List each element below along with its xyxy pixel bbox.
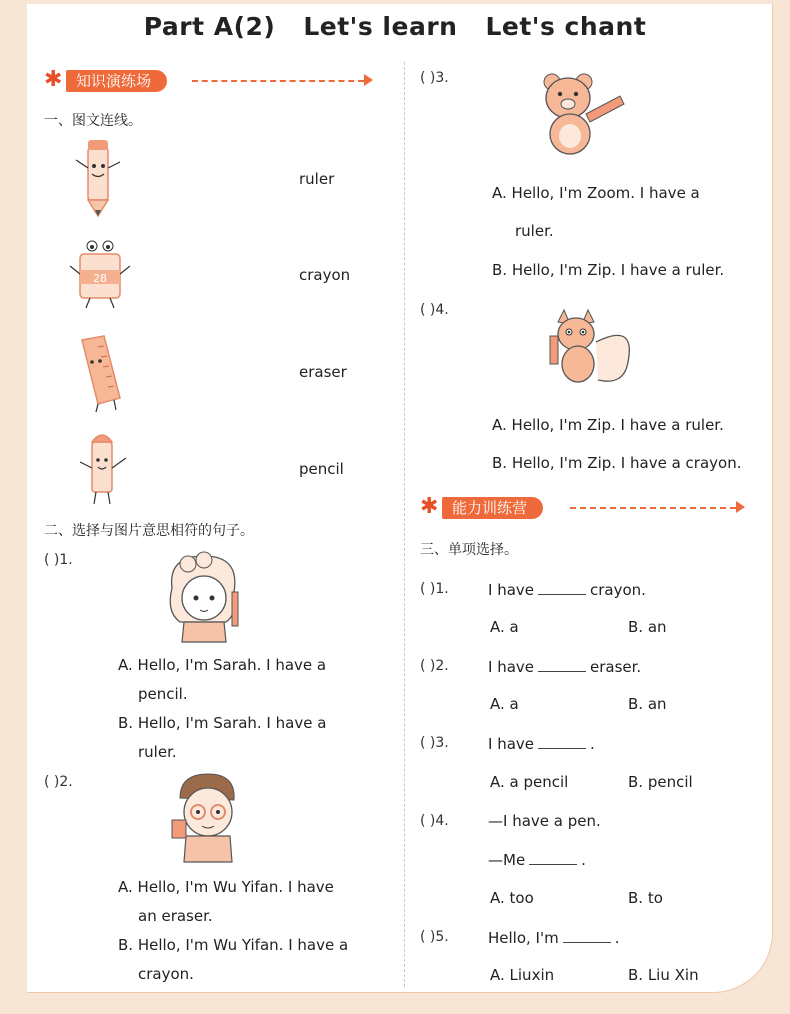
fill-blank[interactable]: [538, 657, 586, 672]
match-word-ruler: ruler: [299, 170, 335, 188]
arrow-right-icon: [736, 501, 745, 513]
svg-text:28: 28: [93, 272, 107, 285]
match-word-pencil: pencil: [299, 460, 344, 478]
girl-sarah-icon: [160, 552, 250, 644]
answer-blank-q3-4[interactable]: ( )4.: [420, 813, 449, 829]
q3-4-reply: —Me .: [488, 851, 586, 869]
fill-blank[interactable]: [538, 734, 586, 749]
q2-3-option-b: B. Hello, I'm Zip. I have a ruler.: [492, 261, 725, 279]
q3-2-option-b: B. an: [628, 695, 667, 713]
fill-blank[interactable]: [538, 580, 586, 595]
q3-5-sentence: Hello, I'm .: [488, 929, 620, 947]
section-logo-icon: ✱: [44, 67, 63, 92]
squirrel-zip-icon: [544, 302, 634, 390]
q3-3-option-a: A. a pencil: [490, 773, 569, 791]
q2-2-option-a: A. Hello, I'm Wu Yifan. I have: [118, 878, 334, 896]
q2-1-option-a: A. Hello, I'm Sarah. I have a: [118, 656, 327, 674]
q3-4-option-a: A. too: [490, 889, 534, 907]
q3-1-option-a: A. a: [490, 618, 519, 636]
eraser-character-icon: [66, 236, 136, 312]
q3-2-sentence: I have eraser.: [488, 658, 642, 676]
q3-5-option-a: A. Liuxin: [490, 966, 555, 984]
q3-4-sentence: —I have a pen.: [488, 812, 601, 830]
q2-4-option-b: B. Hello, I'm Zip. I have a crayon.: [492, 454, 742, 472]
boy-wu-yifan-icon: [164, 772, 248, 864]
answer-blank-q2-4[interactable]: ( )4.: [420, 302, 449, 318]
q2-2-option-b: B. Hello, I'm Wu Yifan. I have a: [118, 936, 349, 954]
q2-heading: 二、选择与图片意思相符的句子。: [44, 523, 254, 539]
q3-5-option-b: B. Liu Xin: [628, 966, 699, 984]
bear-zoom-icon: [538, 68, 628, 160]
match-word-crayon: crayon: [299, 266, 351, 284]
q2-3-option-a: A. Hello, I'm Zoom. I have a: [492, 184, 700, 202]
answer-blank-q3-2[interactable]: ( )2.: [420, 658, 449, 674]
column-divider: [404, 62, 405, 987]
crayon-character-icon: [74, 430, 134, 510]
match-word-eraser: eraser: [299, 363, 347, 381]
q2-4-option-a: A. Hello, I'm Zip. I have a ruler.: [492, 416, 724, 434]
page-title: Part A(2) Let's learn Let's chant: [143, 12, 647, 41]
ruler-character-icon: [74, 334, 134, 414]
arrow-right-icon: [364, 74, 373, 86]
section-header-practice: ✱ 知识演练场: [44, 67, 374, 93]
pencil-character-icon: [64, 138, 134, 218]
q1-heading: 一、图文连线。: [44, 113, 142, 129]
fill-blank[interactable]: [529, 850, 577, 865]
answer-blank-q3-3[interactable]: ( )3.: [420, 735, 449, 751]
q3-3-sentence: I have .: [488, 735, 595, 753]
q3-1-sentence: I have crayon.: [488, 581, 646, 599]
q2-1-option-b: B. Hello, I'm Sarah. I have a: [118, 714, 327, 732]
answer-blank-q3-1[interactable]: ( )1.: [420, 581, 449, 597]
fill-blank[interactable]: [563, 928, 611, 943]
section-logo-icon: ✱: [420, 494, 439, 519]
answer-blank-q2-3[interactable]: ( )3.: [420, 70, 449, 86]
q3-3-option-b: B. pencil: [628, 773, 693, 791]
q3-2-option-a: A. a: [490, 695, 519, 713]
q3-heading: 三、单项选择。: [420, 542, 518, 558]
answer-blank-q2-1[interactable]: ( )1.: [44, 552, 73, 568]
q3-1-option-b: B. an: [628, 618, 667, 636]
answer-blank-q2-2[interactable]: ( )2.: [44, 774, 73, 790]
q3-4-option-b: B. to: [628, 889, 663, 907]
section-header-training: ✱ 能力训练营: [420, 494, 750, 520]
answer-blank-q3-5[interactable]: ( )5.: [420, 929, 449, 945]
